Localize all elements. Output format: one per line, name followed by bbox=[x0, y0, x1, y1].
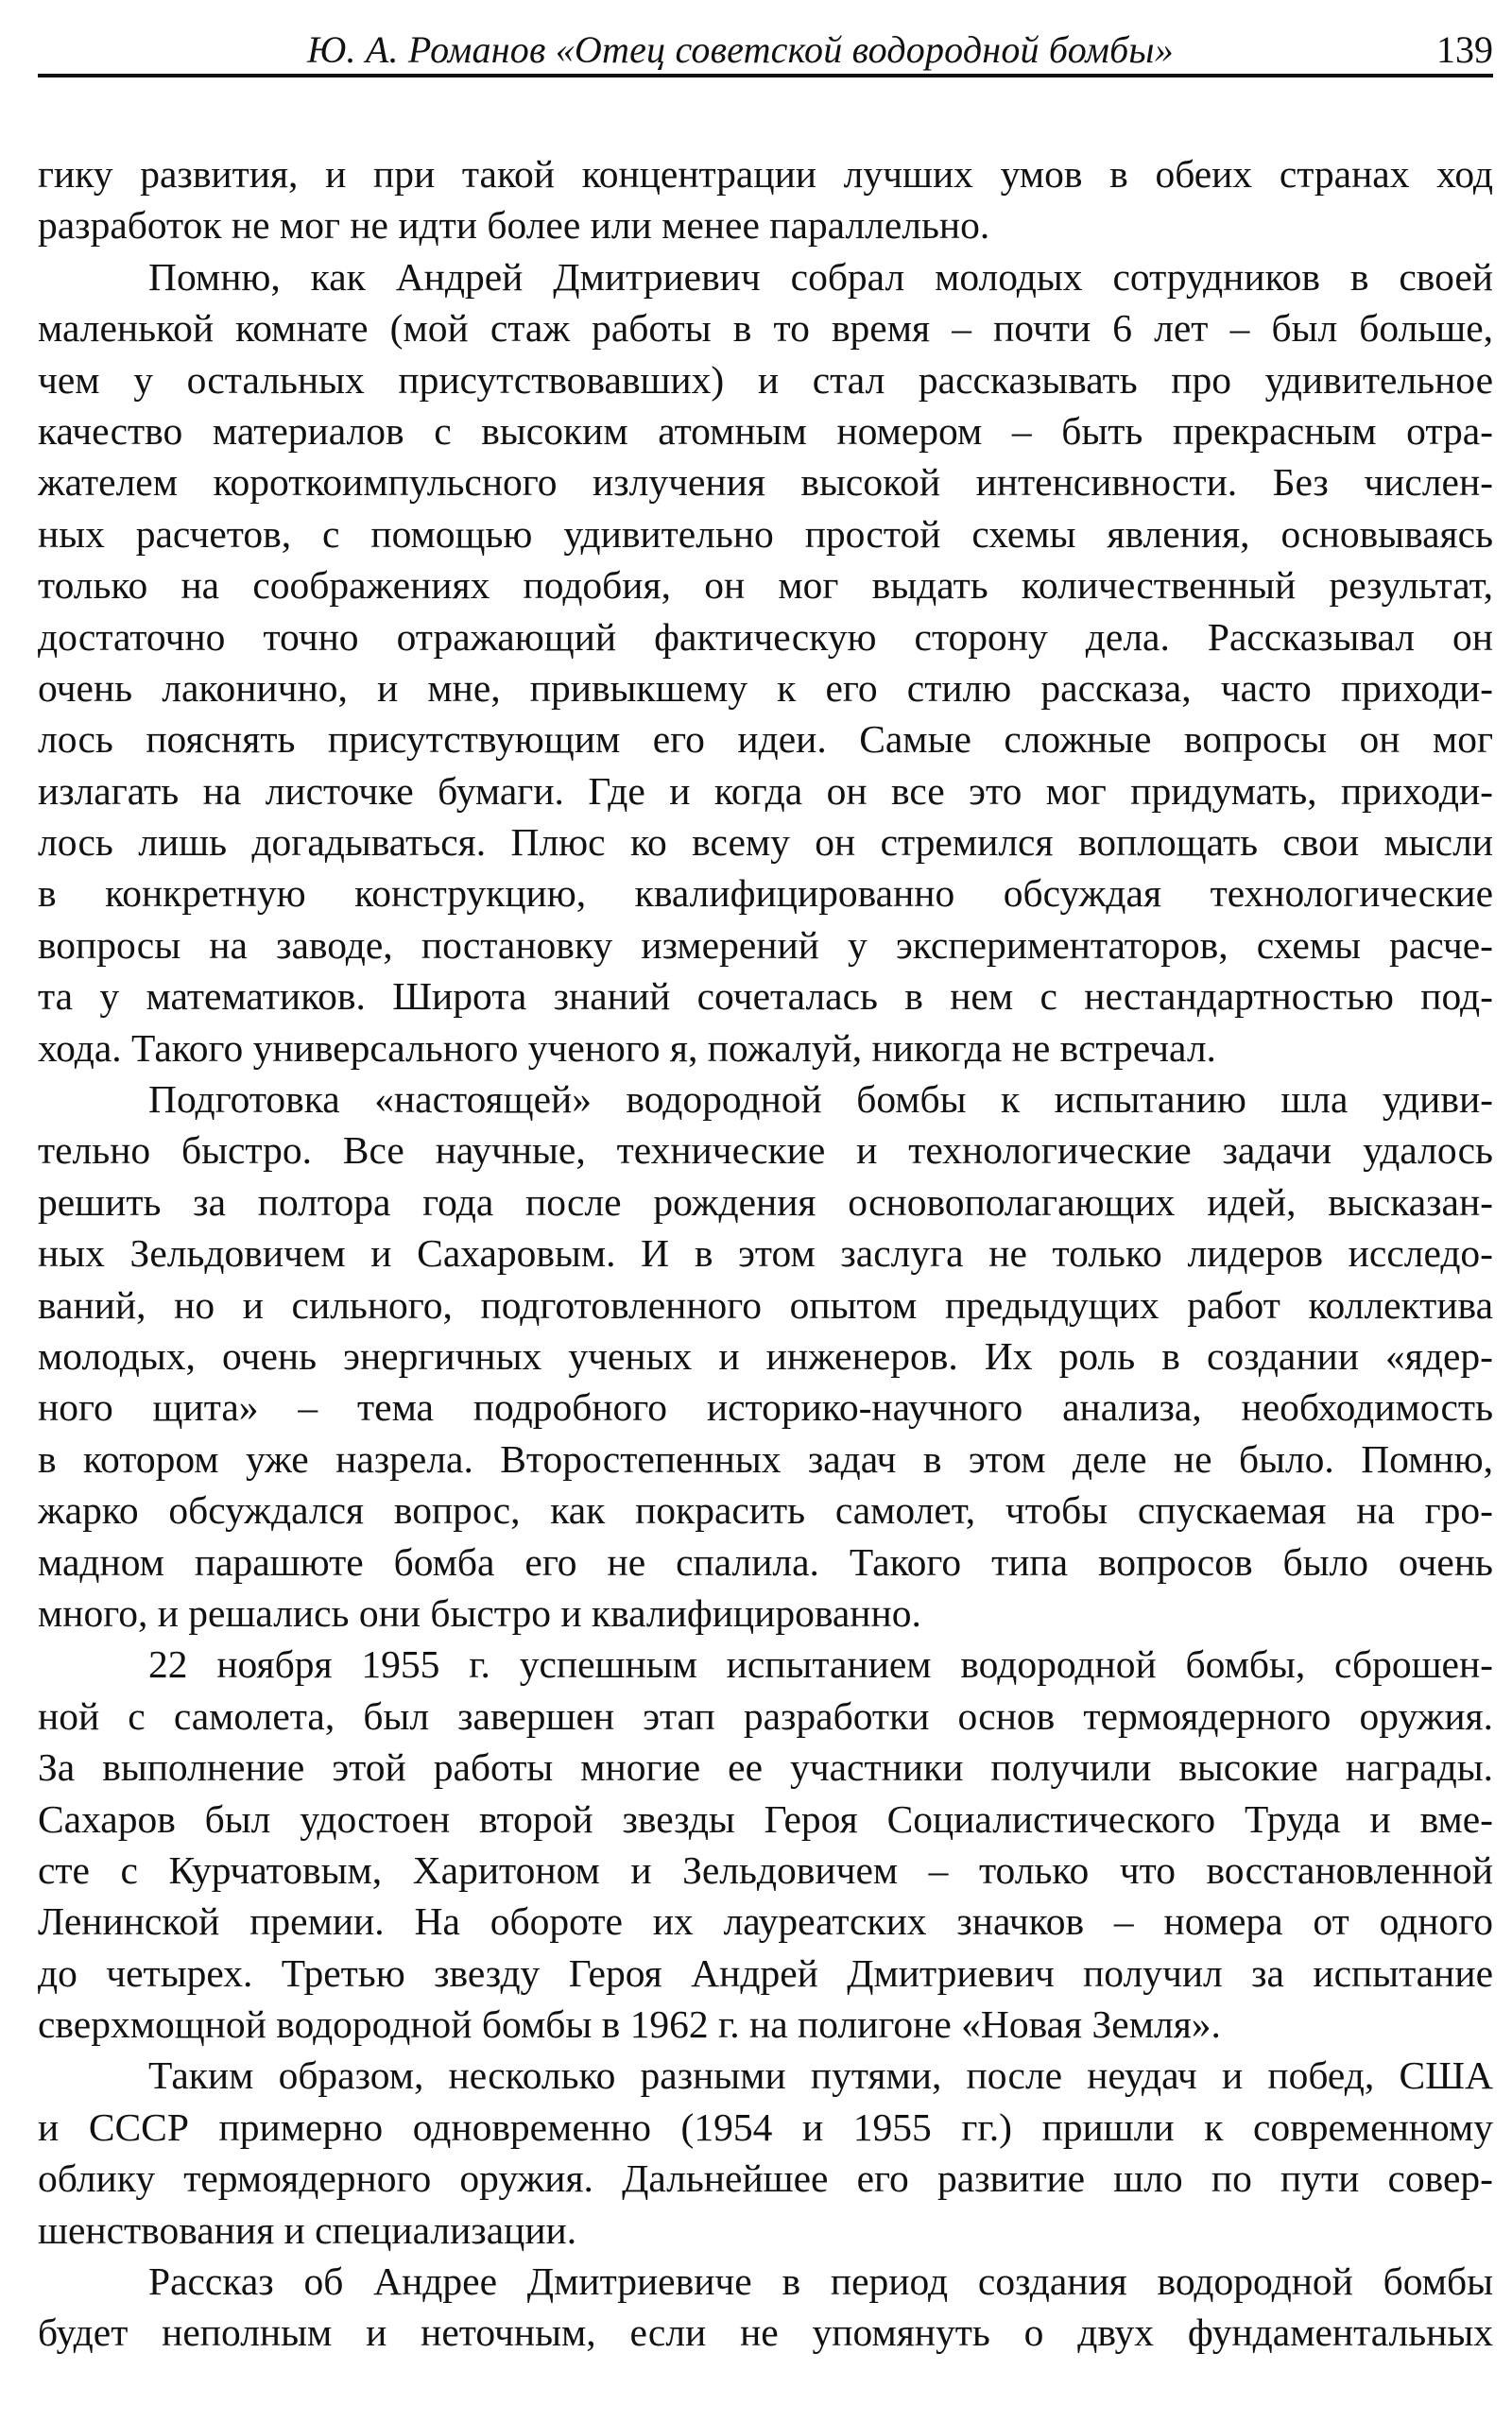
text-line: жателем короткоимпульсного излучения высокой интенсивности. Без числен- bbox=[38, 460, 1493, 505]
text-line: тельно быстро. Все научные, технические и технологические задачи удалось bbox=[38, 1128, 1493, 1173]
text-line: гику развития, и при такой концентрации лучших умов в обеих странах ход bbox=[38, 152, 1493, 196]
body-text bbox=[38, 148, 1493, 2359]
text-line: Рассказ об Андрее Дмитриевиче в период создания водородной бомбы bbox=[148, 2259, 1493, 2304]
text-line: сте с Курчатовым, Харитоном и Зельдовичем – только что восстановленной bbox=[38, 1847, 1493, 1892]
text-line: очень лаконично, и мне, привыкшему к его стилю рассказа, часто приходи- bbox=[38, 665, 1493, 710]
text-line: шенствования и специализации. bbox=[38, 2207, 577, 2252]
text-line: много, и решались они быстро и квалифицированно. bbox=[38, 1590, 921, 1635]
text-line: та у математиков. Широта знаний сочеталась в нем с нестандартностью под- bbox=[38, 974, 1493, 1019]
text-line: сверхмощной водородной бомбы в 1962 г. на полигоне «Новая Земля». bbox=[38, 2002, 1221, 2047]
text-line: достаточно точно отражающий фактическую сторону дела. Рассказывал он bbox=[38, 614, 1493, 659]
text-line: лось лишь догадываться. Плюс ко всему он стремился воплощать свои мысли bbox=[38, 820, 1493, 865]
text-line: 22 ноября 1955 г. успешным испытанием водородной бомбы, сброшен- bbox=[148, 1642, 1493, 1687]
text-line: разработок не мог не идти более или менее параллельно. bbox=[38, 203, 990, 248]
text-line: Подготовка «настоящей» водородной бомбы к испытанию шла удиви- bbox=[148, 1077, 1493, 1122]
text-line: в конкретную конструкцию, квалифицированно обсуждая технологические bbox=[38, 871, 1493, 916]
text-line: ных Зельдовичем и Сахаровым. И в этом заслуга не только лидеров исследо- bbox=[38, 1231, 1493, 1276]
text-line: ной с самолета, был завершен этап разработки основ термоядерного оружия. bbox=[38, 1693, 1493, 1738]
text-line: до четырех. Третью звезду Героя Андрей Дмитриевич получил за испытание bbox=[38, 1950, 1493, 1995]
running-header bbox=[38, 26, 1493, 77]
running-title: Ю. А. Романов «Отец советской водородной бомбы» bbox=[307, 28, 1174, 71]
book-page bbox=[38, 26, 1493, 2359]
text-line: Ленинской премии. На обороте их лауреатских значков – номера от одного bbox=[38, 1899, 1493, 1944]
text-line: жарко обсуждался вопрос, как покрасить самолет, чтобы спускаемая на гро- bbox=[38, 1488, 1493, 1533]
text-line: в котором уже назрела. Второстепенных задач в этом деле не было. Помню, bbox=[38, 1436, 1493, 1481]
text-line: и СССР примерно одновременно (1954 и 1955 гг.) пришли к современному bbox=[38, 2104, 1493, 2149]
text-line: Помню, как Андрей Дмитриевич собрал молодых сотрудников в своей bbox=[148, 254, 1493, 299]
text-line: ных расчетов, с помощью удивительно простой схемы явления, основываясь bbox=[38, 511, 1493, 556]
text-line: молодых, очень энергичных ученых и инженеров. Их роль в создании «ядер- bbox=[38, 1333, 1493, 1378]
text-line: облику термоядерного оружия. Дальнейшее его развитие шло по пути совер- bbox=[38, 2156, 1493, 2201]
text-line: решить за полтора года после рождения основополагающих идей, высказан- bbox=[38, 1179, 1493, 1224]
text-line: Сахаров был удостоен второй звезды Героя Социалистического Труда и вме- bbox=[38, 1796, 1493, 1841]
text-line: ваний, но и сильного, подготовленного опытом предыдущих работ коллектива bbox=[38, 1282, 1493, 1327]
text-line: За выполнение этой работы многие ее участники получили высокие награды. bbox=[38, 1745, 1493, 1790]
text-line: только на соображениях подобия, он мог выдать количественный результат, bbox=[38, 563, 1493, 608]
text-line: качество материалов с высоким атомным номером – быть прекрасным отра- bbox=[38, 408, 1493, 453]
text-line: излагать на листочке бумаги. Где и когда он все это мог придумать, приходи- bbox=[38, 768, 1493, 813]
text-line: вопросы на заводе, постановку измерений у экспериментаторов, схемы расче- bbox=[38, 922, 1493, 967]
text-line: маленькой комнате (мой стаж работы в то время – почти 6 лет – был больше, bbox=[38, 306, 1493, 351]
text-line: ного щита» – тема подробного историко-научного анализа, необходимость bbox=[38, 1385, 1493, 1430]
page-number: 139 bbox=[1436, 28, 1493, 71]
text-line: чем у остальных присутствовавших) и стал рассказывать про удивительное bbox=[38, 357, 1493, 402]
text-line: лось пояснять присутствующим его идеи. Самые сложные вопросы он мог bbox=[38, 717, 1493, 762]
text-line: хода. Такого универсального ученого я, пожалуй, никогда не встречал. bbox=[38, 1025, 1216, 1070]
text-line: мадном парашюте бомба его не спалила. Такого типа вопросов было очень bbox=[38, 1539, 1493, 1584]
text-line: будет неполным и неточным, если не упомянуть о двух фундаментальных bbox=[38, 2310, 1493, 2355]
text-line: Таким образом, несколько разными путями, после неудач и побед, США bbox=[148, 2053, 1493, 2098]
